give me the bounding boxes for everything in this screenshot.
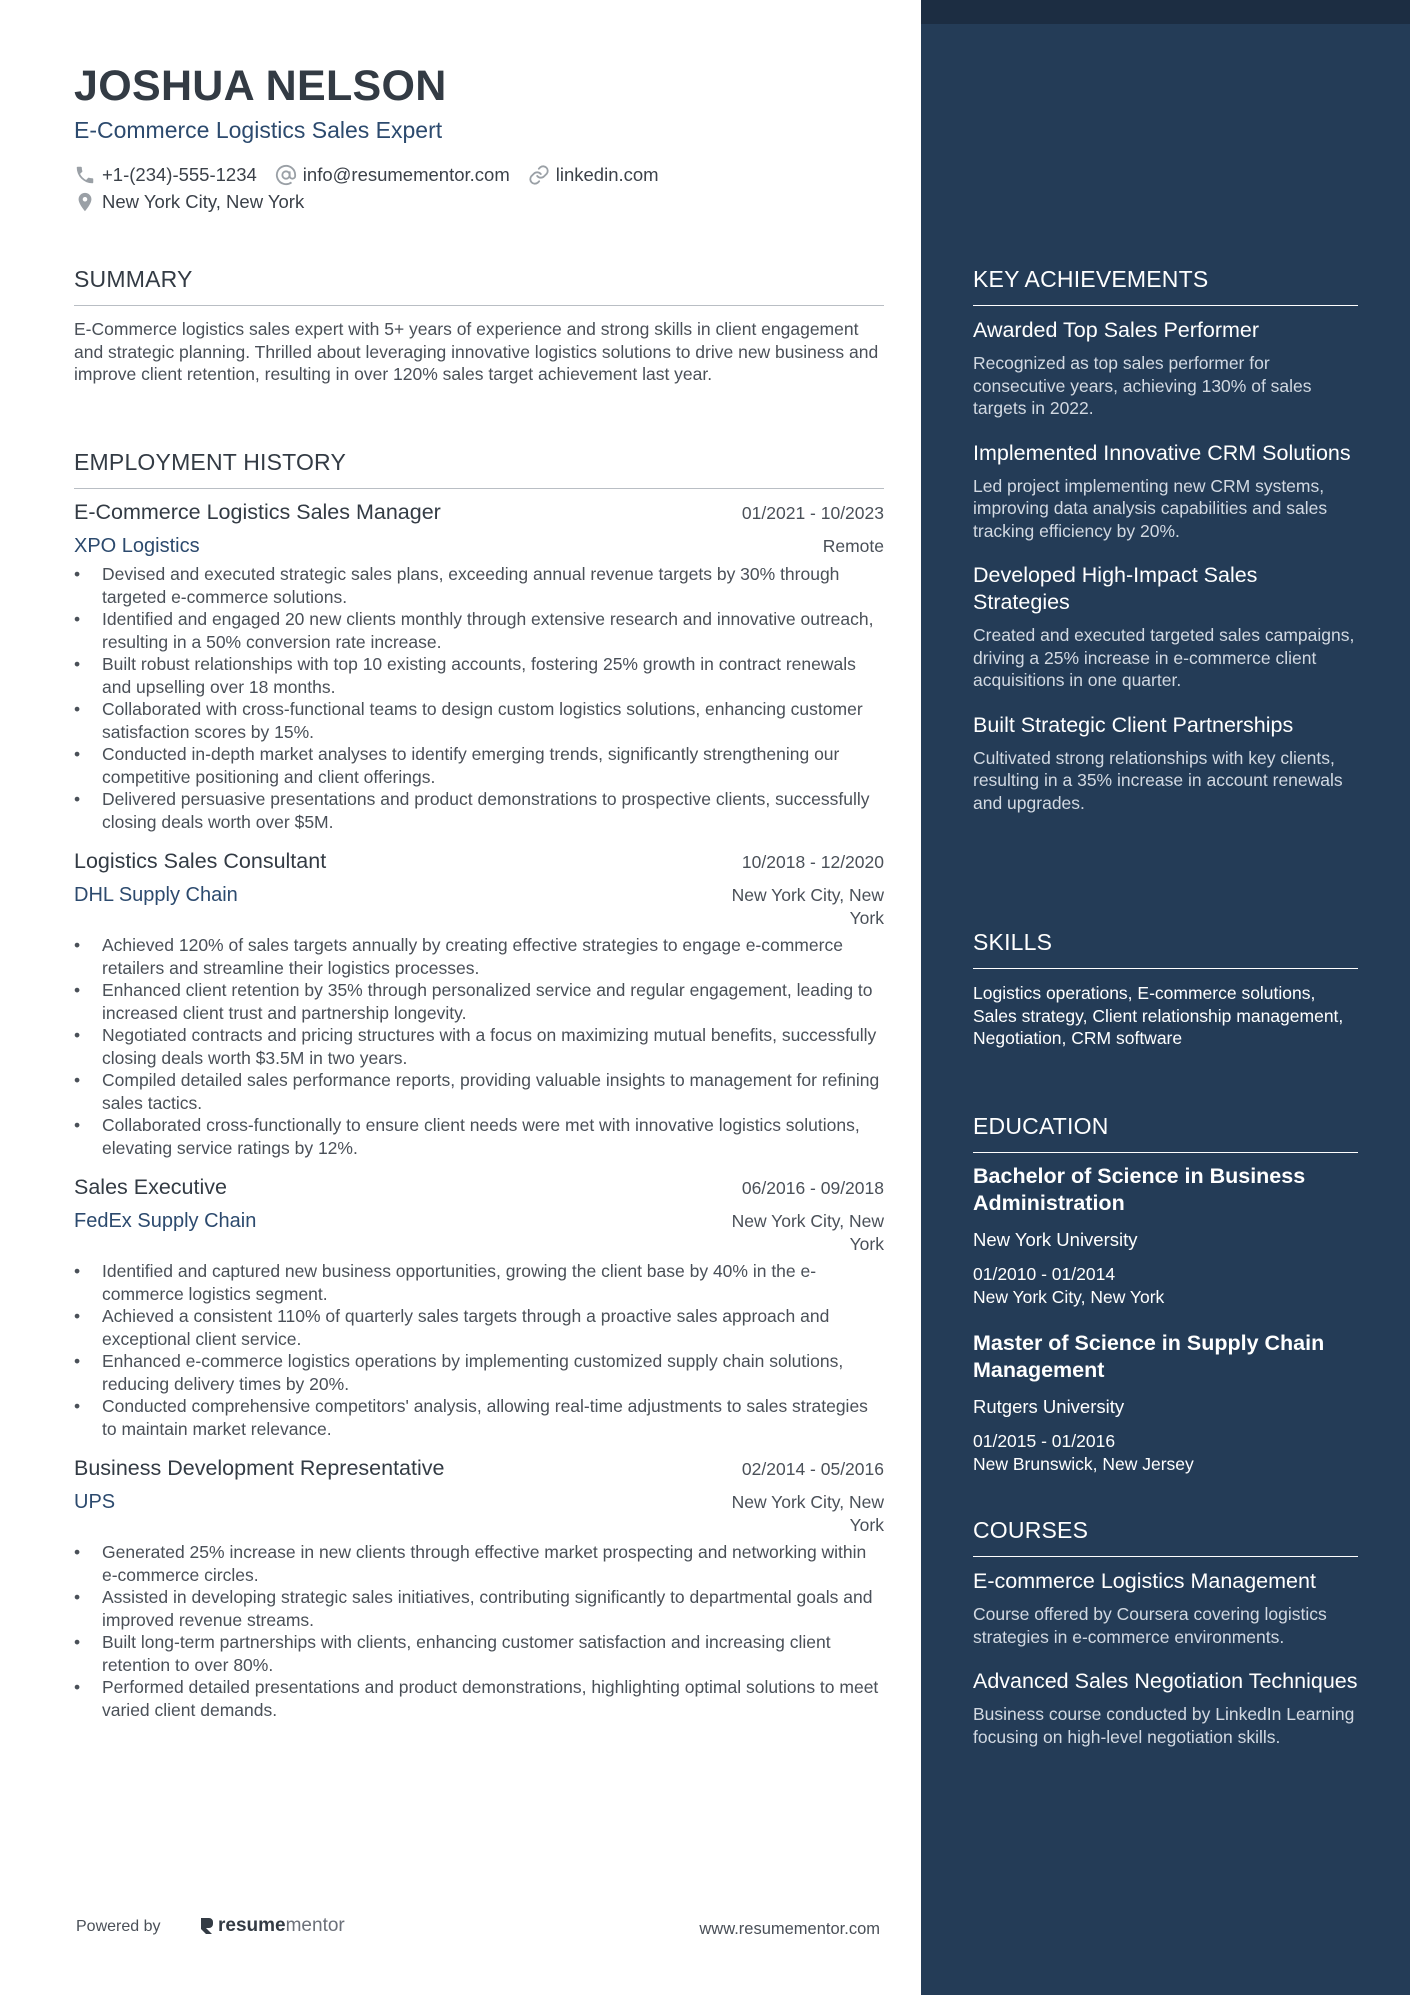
main-column <box>74 0 884 1995</box>
job-bullet: • Negotiated contracts and pricing structures with a focus on maximizing mutual benefits, successfully closing deals worth $3.5M in two years. <box>74 1024 884 1069</box>
education-degree: Bachelor of Science in Business Administration <box>973 1164 1306 1215</box>
job-bullet: • Collaborated cross-functionally to ensure client needs were met with innovative logistics solutions, elevating service ratings by 12%. <box>74 1114 884 1159</box>
job-bullets <box>74 934 884 1159</box>
course-title: Advanced Sales Negotiation Techniques <box>973 1669 1358 1693</box>
courses-list <box>973 1568 1358 1768</box>
achievement-desc: Cultivated strong relationships with key clients, resulting in a 35% increase in account renewals and upgrades. <box>973 747 1343 813</box>
course-item <box>973 1668 1358 1748</box>
job-bullet: • Identified and engaged 20 new clients monthly through extensive research and innovative outreach, resulting in a 50% conversion rate increase. <box>74 608 884 653</box>
achievement-desc: Recognized as top sales performer for consecutive years, achieving 130% of sales targets in 2022. <box>973 353 1312 418</box>
course-desc: Business course conducted by LinkedIn Learning focusing on high-level negotiation skills. <box>973 1704 1355 1747</box>
job-location: Remote <box>822 536 884 556</box>
job-bullets <box>74 1541 884 1721</box>
at-icon <box>275 164 297 186</box>
achievement-item <box>973 712 1358 815</box>
candidate-name: JOSHUA NELSON <box>74 62 447 110</box>
contact-location <box>74 191 304 213</box>
link-icon <box>528 164 550 186</box>
job-bullet: • Conducted in-depth market analyses to identify emerging trends, significantly strengthening our competitive positioning and client offerings. <box>74 743 884 788</box>
job-location: New York City, New York <box>731 885 884 928</box>
course-item <box>973 1568 1358 1648</box>
skills-list <box>973 982 1358 1050</box>
candidate-title: E-Commerce Logistics Sales Expert <box>74 117 443 143</box>
resumementor-logo[interactable] <box>198 1915 345 1937</box>
job-bullet: • Collaborated with cross-functional teams to design custom logistics solutions, enhancing customer satisfaction scores by 15%. <box>74 698 884 743</box>
education-item <box>973 1163 1358 1308</box>
linkedin-text: linkedin.com <box>555 163 659 185</box>
skills-text: Logistics operations, E-commerce solutions, Sales strategy, Client relationship management, Negotiation, CRM software <box>973 983 1344 1048</box>
job-entry <box>74 1175 884 1440</box>
education-school: New York University <box>973 1229 1138 1250</box>
job-bullet: • Conducted comprehensive competitors' analysis, allowing real-time adjustments to sales strategies to maintain market relevance. <box>74 1395 884 1440</box>
achievement-title: Awarded Top Sales Performer <box>973 318 1260 342</box>
job-title: E-Commerce Logistics Sales Manager <box>74 500 441 524</box>
job-location: New York City, New York <box>731 1492 884 1535</box>
job-bullets <box>74 563 884 833</box>
education-dates: 01/2010 - 01/2014 <box>973 1264 1116 1284</box>
employment-heading: EMPLOYMENT HISTORY <box>74 449 884 489</box>
education-school: Rutgers University <box>973 1396 1125 1417</box>
job-dates: 06/2016 - 09/2018 <box>741 1178 884 1198</box>
skills-heading: SKILLS <box>973 929 1358 969</box>
achievements-list <box>973 317 1358 834</box>
phone-icon <box>74 164 96 186</box>
job-title: Logistics Sales Consultant <box>74 849 327 873</box>
contact-linkedin[interactable] <box>528 164 659 186</box>
sidebar-top-band <box>921 0 1410 24</box>
job-company: DHL Supply Chain <box>74 884 238 906</box>
education-dates: 01/2015 - 01/2016 <box>973 1431 1116 1451</box>
job-bullet: • Built long-term partnerships with clients, enhancing customer satisfaction and increasing client retention to over 80%. <box>74 1631 884 1676</box>
location-pin-icon <box>74 191 96 213</box>
resumementor-logo-icon <box>198 1916 216 1936</box>
contact-info <box>74 161 884 215</box>
logo-text-bold: resume <box>218 1915 286 1936</box>
job-bullet: • Enhanced client retention by 35% through personalized service and regular engagement, leading to increased client trust and partnership longevity. <box>74 979 884 1024</box>
contact-phone[interactable] <box>74 164 257 186</box>
achievements-heading: KEY ACHIEVEMENTS <box>973 266 1358 306</box>
job-company: FedEx Supply Chain <box>74 1210 257 1232</box>
job-title: Business Development Representative <box>74 1456 445 1480</box>
summary-heading: SUMMARY <box>74 266 884 306</box>
job-bullet: • Generated 25% increase in new clients through effective market prospecting and networking within e-commerce circles. <box>74 1541 884 1586</box>
education-list <box>973 1163 1358 1497</box>
powered-by-label: Powered by <box>76 1918 161 1935</box>
courses-heading: COURSES <box>973 1517 1358 1557</box>
course-title: E-commerce Logistics Management <box>973 1569 1316 1593</box>
phone-text: +1-(234)-555-1234 <box>102 163 257 185</box>
achievement-item <box>973 317 1358 420</box>
summary-text: E-Commerce logistics sales expert with 5+ years of experience and strong skills in client engagement and strategic planning. Thrilled about leveraging innovative logistics solutions to drive new business and improve client retention, resulting in over 120% sales target achievement last year. <box>74 319 879 384</box>
job-bullet: • Assisted in developing strategic sales initiatives, contributing significantly to departmental goals and improved revenue streams. <box>74 1586 884 1631</box>
email-text: info@resumementor.com <box>302 163 510 185</box>
job-bullet: • Achieved 120% of sales targets annually by creating effective strategies to engage e-commerce retailers and streamline their logistics processes. <box>74 934 884 979</box>
job-dates: 10/2018 - 12/2020 <box>741 852 884 872</box>
job-dates: 02/2014 - 05/2016 <box>741 1459 884 1479</box>
job-bullet: • Performed detailed presentations and product demonstrations, highlighting optimal solutions to meet varied client demands. <box>74 1676 884 1721</box>
achievement-desc: Created and executed targeted sales campaigns, driving a 25% increase in e-commerce client acquisitions in one quarter. <box>973 625 1355 690</box>
achievement-title: Implemented Innovative CRM Solutions <box>973 440 1351 465</box>
education-location: New York City, New York <box>973 1286 1165 1307</box>
job-location: New York City, New York <box>731 1211 884 1254</box>
job-bullet: • Enhanced e-commerce logistics operations by implementing customized supply chain solutions, reducing delivery times by 20%. <box>74 1350 884 1395</box>
website-link[interactable]: www.resumementor.com <box>699 1920 880 1938</box>
job-entry <box>74 1456 884 1721</box>
job-company: XPO Logistics <box>74 535 200 557</box>
job-bullets <box>74 1260 884 1440</box>
location-text: New York City, New York <box>102 190 305 212</box>
achievement-item <box>973 562 1358 692</box>
education-item <box>973 1330 1358 1475</box>
contact-email[interactable] <box>275 164 510 186</box>
job-entry <box>74 500 884 833</box>
job-company: UPS <box>74 1491 116 1513</box>
job-entry <box>74 849 884 1159</box>
education-heading: EDUCATION <box>973 1113 1358 1153</box>
job-bullet: • Delivered persuasive presentations and product demonstrations to prospective clients, successfully closing deals worth over $5M. <box>74 788 884 833</box>
achievement-item <box>973 440 1358 543</box>
job-bullet: • Compiled detailed sales performance reports, providing valuable insights to management for refining sales tactics. <box>74 1069 884 1114</box>
job-dates: 01/2021 - 10/2023 <box>741 503 884 523</box>
achievement-title: Developed High-Impact Sales Strategies <box>973 563 1258 614</box>
education-degree: Master of Science in Supply Chain Management <box>973 1331 1325 1382</box>
job-title: Sales Executive <box>74 1175 227 1199</box>
logo-text-light: mentor <box>285 1915 345 1936</box>
job-bullet: • Devised and executed strategic sales plans, exceeding annual revenue targets by 30% through targeted e-commerce solutions. <box>74 563 884 608</box>
job-bullet: • Built robust relationships with top 10 existing accounts, fostering 25% growth in contract renewals and upselling over 18 months. <box>74 653 884 698</box>
course-desc: Course offered by Coursera covering logistics strategies in e-commerce environments. <box>973 1604 1327 1647</box>
sidebar <box>921 0 1410 1995</box>
job-bullet: • Achieved a consistent 110% of quarterly sales targets through a proactive sales approach and exceptional client service. <box>74 1305 884 1350</box>
education-location: New Brunswick, New Jersey <box>973 1453 1194 1474</box>
job-bullet: • Identified and captured new business opportunities, growing the client base by 40% in the e-commerce logistics segment. <box>74 1260 884 1305</box>
achievement-title: Built Strategic Client Partnerships <box>973 712 1294 737</box>
employment-list <box>74 500 884 1737</box>
achievement-desc: Led project implementing new CRM systems, improving data analysis capabilities and sales tracking efficiency by 20%. <box>973 475 1328 541</box>
